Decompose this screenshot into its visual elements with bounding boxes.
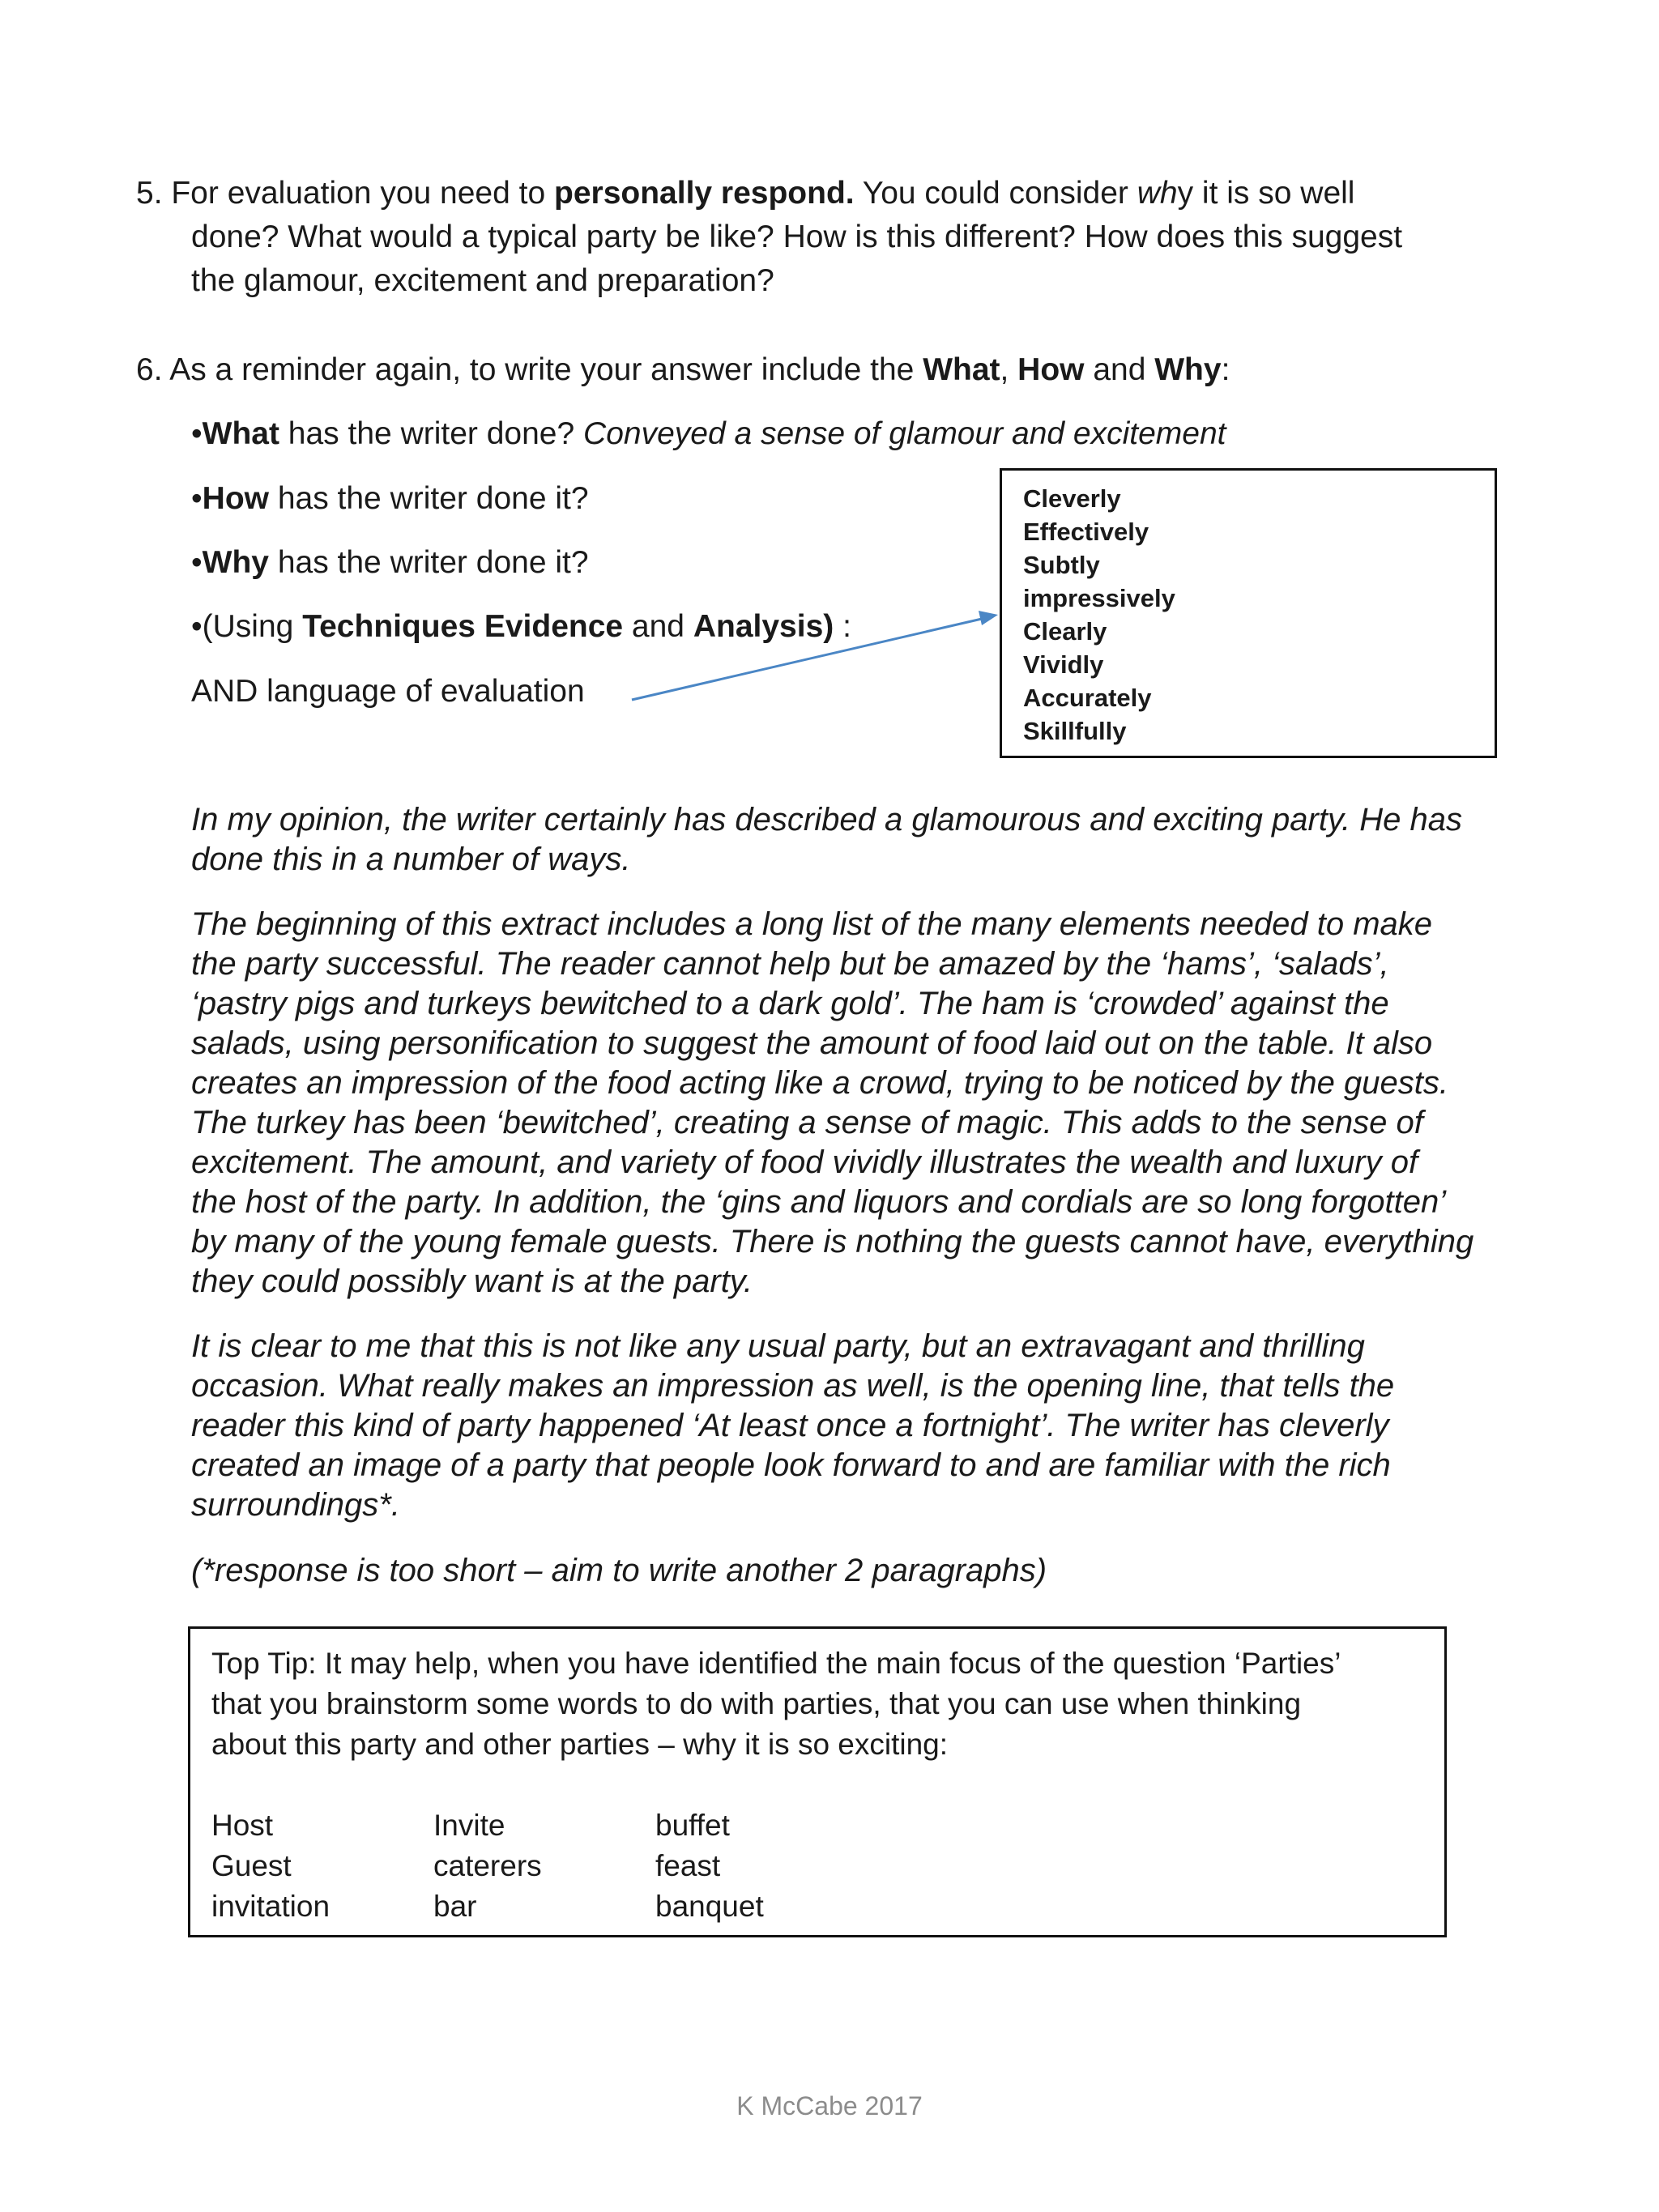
- response-paragraph-1: [191, 800, 1520, 880]
- response-line: surroundings*.: [191, 1487, 400, 1523]
- bullet-how: •How has the writer done it?: [191, 481, 589, 516]
- response-paragraph-2: [191, 905, 1520, 1302]
- response-line: In my opinion, the writer certainly has described a glamourous and exciting party. He has: [191, 802, 1462, 837]
- evaluation-words-box: [1000, 468, 1497, 758]
- party-word: Host: [211, 1809, 274, 1842]
- response-line: the host of the party. In addition, the ‘gins and liquors and cordials are so long forgotten’: [191, 1184, 1447, 1220]
- party-word: bar: [433, 1890, 477, 1923]
- party-word: Guest: [211, 1849, 292, 1882]
- response-note-text: (*response is too short – aim to write another 2 paragraphs): [191, 1553, 1047, 1588]
- item6-heading: 6. As a reminder again, to write your answer include the What, How and Why:: [136, 352, 1230, 387]
- party-word: banquet: [655, 1890, 764, 1923]
- top-tip-line: that you brainstorm some words to do with parties, that you can use when thinking: [211, 1687, 1302, 1720]
- evaluation-word: Effectively: [1023, 518, 1149, 546]
- item5-line3: the glamour, excitement and preparation?: [191, 263, 774, 298]
- footer-credit: K McCabe 2017: [736, 2091, 923, 2120]
- response-line: the party successful. The reader cannot help but be amazed by the ‘hams’, ‘salads’,: [191, 946, 1389, 982]
- response-line: they could possibly want is at the party.: [191, 1264, 753, 1299]
- response-line: by many of the young female guests. There is nothing the guests cannot have, everything: [191, 1224, 1474, 1259]
- response-line: creates an impression of the food acting like a crowd, trying to be noticed by the guests.: [191, 1065, 1448, 1101]
- response-line: done this in a number of ways.: [191, 842, 631, 877]
- evaluation-word: Vividly: [1023, 650, 1104, 679]
- evaluation-word: Cleverly: [1023, 484, 1121, 513]
- party-word: Invite: [433, 1809, 505, 1842]
- bullet-techniques: •(Using Techniques Evidence and Analysis) :: [191, 609, 851, 644]
- evaluation-word: Subtly: [1023, 551, 1100, 579]
- response-line: reader this kind of party happened ‘At least once a fortnight’. The writer has cleverly: [191, 1408, 1389, 1443]
- evaluation-word: Skillfully: [1023, 717, 1127, 745]
- item5-line1: 5. For evaluation you need to personally respond. You could consider why it is so well: [136, 176, 1355, 211]
- party-word: feast: [655, 1849, 721, 1882]
- response-line: It is clear to me that this is not like any usual party, but an extravagant and thrilling: [191, 1328, 1365, 1364]
- evaluation-arrow: [632, 619, 982, 700]
- item5-line2: done? What would a typical party be like? How is this different? How does this suggest: [191, 219, 1403, 254]
- evaluation-arrow-head: [979, 611, 998, 625]
- bullet-why: •Why has the writer done it?: [191, 545, 589, 580]
- response-line: created an image of a party that people look forward to and are familiar with the rich: [191, 1447, 1391, 1483]
- response-line: The turkey has been ‘bewitched’, creating a sense of magic. This adds to the sense of: [191, 1105, 1423, 1140]
- party-word: buffet: [655, 1809, 730, 1842]
- top-tip-box: [188, 1626, 1447, 1937]
- response-paragraph-3: [191, 1327, 1520, 1525]
- response-line: The beginning of this extract includes a long list of the many elements needed to make: [191, 906, 1433, 942]
- evaluation-word: impressively: [1023, 584, 1175, 612]
- language-of-evaluation: AND language of evaluation: [191, 674, 585, 709]
- evaluation-word: Clearly: [1023, 617, 1107, 646]
- party-word: caterers: [433, 1849, 542, 1882]
- party-word: invitation: [211, 1890, 331, 1923]
- evaluation-word: Accurately: [1023, 684, 1152, 712]
- response-line: ‘pastry pigs and turkeys bewitched to a dark gold’. The ham is ‘crowded’ against the: [191, 986, 1389, 1021]
- response-line: occasion. What really makes an impression as well, is the opening line, that tells the: [191, 1368, 1395, 1404]
- response-note: [191, 1551, 1520, 1591]
- top-tip-line: Top Tip: It may help, when you have identified the main focus of the question ‘Parties’: [211, 1647, 1341, 1680]
- response-line: salads, using personification to suggest the amount of food laid out on the table. It also: [191, 1025, 1433, 1061]
- response-line: excitement. The amount, and variety of food vividly illustrates the wealth and luxury of: [191, 1144, 1418, 1180]
- bullet-what: •What has the writer done? Conveyed a sense of glamour and excitement: [191, 416, 1226, 451]
- top-tip-line: about this party and other parties – why it is so exciting:: [211, 1728, 949, 1761]
